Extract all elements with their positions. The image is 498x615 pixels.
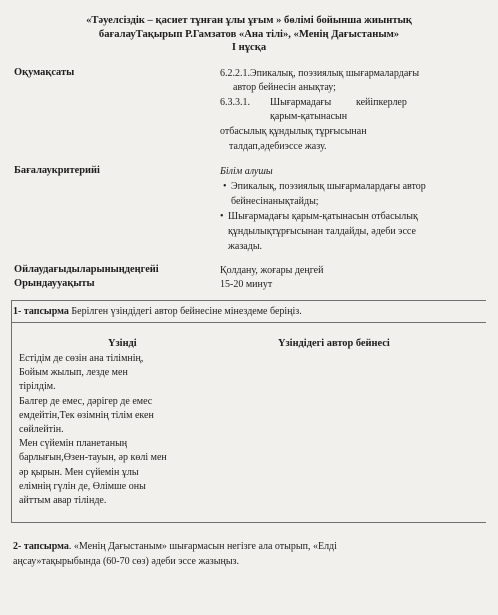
- variant-label: I нұсқа: [231, 42, 267, 53]
- criteria-line: бейнесінанықтайды;: [231, 196, 319, 207]
- task1-instruction: Берілген үзіндідегі автор бейнесіне мінездеме беріңіз.: [68, 306, 302, 317]
- time-label: Орындаууақыты: [14, 278, 95, 289]
- time-value: 15-20 минут: [220, 279, 273, 290]
- divider: [11, 300, 486, 301]
- poem-line: емдейтін,Тек өзімнің тілім екен: [19, 409, 154, 421]
- poem-line: тірілдім.: [19, 381, 56, 393]
- task2-instruction: . «Менің Дағыстаным» шығармасын негізге ала отырып, «Елді: [68, 541, 337, 552]
- poem-excerpt: [19, 352, 167, 508]
- criteria-intro: Білім алушы: [220, 166, 273, 177]
- objective-line: талдап,әдебиэссе жазу.: [229, 141, 327, 152]
- task2-text: [13, 541, 337, 552]
- objective-line: автор бейнесін анықтау;: [233, 82, 336, 93]
- thinking-level-label: Ойлаудағыдыларыныңдеңгейі: [14, 264, 159, 275]
- objective-line: отбасылық құндылық тұрғысынан: [220, 126, 367, 137]
- criteria-label: Бағалаукритерийі: [14, 165, 100, 176]
- poem-line: әр қырын. Мен сүйемін ұлы: [19, 466, 139, 478]
- divider: [11, 522, 486, 523]
- poem-line: барлығын,Өзен-тауын, әр көлі мен: [19, 452, 167, 464]
- document-title-line1: «Тәуелсіздік – қасиет тұнған ұлы ұғым » бөлімі бойынша жиынтық: [86, 15, 412, 26]
- poem-line: сөйлейтін.: [19, 424, 64, 436]
- poem-line: Мен сүйемін планетаның: [19, 438, 128, 450]
- document-title-line2: бағалауТақырып Р.Гамзатов «Ана тілі», «Менің Дағыстаным»: [98, 29, 400, 40]
- thinking-level-value: Қолдану, жоғары деңгей: [220, 265, 324, 276]
- criteria-bullet: • Эпикалық, поэзиялық шығармалардағы автор: [231, 181, 426, 192]
- criteria-line: құндылықтұрғысынан талдайды, әдеби эссе: [228, 226, 416, 237]
- criteria-line: жазады.: [228, 241, 263, 252]
- poem-line: елімнің гүлін де, Өлімше оны: [19, 480, 146, 492]
- column-header-excerpt: Үзінді: [108, 338, 137, 349]
- objective-line: кейіпкерлер: [356, 97, 407, 108]
- criteria-bullet: • Шығармадағы қарым-қатынасын отбасылық: [228, 211, 418, 222]
- poem-line: айттым авар тілінде.: [19, 495, 107, 507]
- poem-line: Балгер де емес, дәрігер де емес: [19, 395, 153, 407]
- objective-line: 6.2.2.1.Эпикалық, поэзиялық шығармалардағы: [220, 68, 420, 79]
- task1-number: 1- тапсырма: [13, 306, 69, 317]
- task2-instruction-cont: аңсау»тақырыбында (60-70 сөз) әдеби эссе жазыңыз.: [13, 556, 239, 567]
- poem-line: Естідім де сөзін ана тілімнің,: [19, 353, 144, 364]
- column-header-author-image: Үзіндідегі автор бейнесі: [278, 338, 390, 349]
- divider: [11, 322, 486, 323]
- task1-text: [13, 306, 302, 317]
- objective-line: қарым-қатынасын: [270, 111, 348, 122]
- objectives-label: Оқумақсаты: [14, 67, 75, 78]
- objective-line: Шығармадағы: [270, 97, 332, 108]
- objective-line: 6.3.3.1.: [220, 97, 250, 108]
- poem-line: Бойым жылып, лезде мен: [19, 367, 128, 379]
- table-border: [11, 300, 12, 522]
- task2-number: 2- тапсырма: [13, 541, 69, 552]
